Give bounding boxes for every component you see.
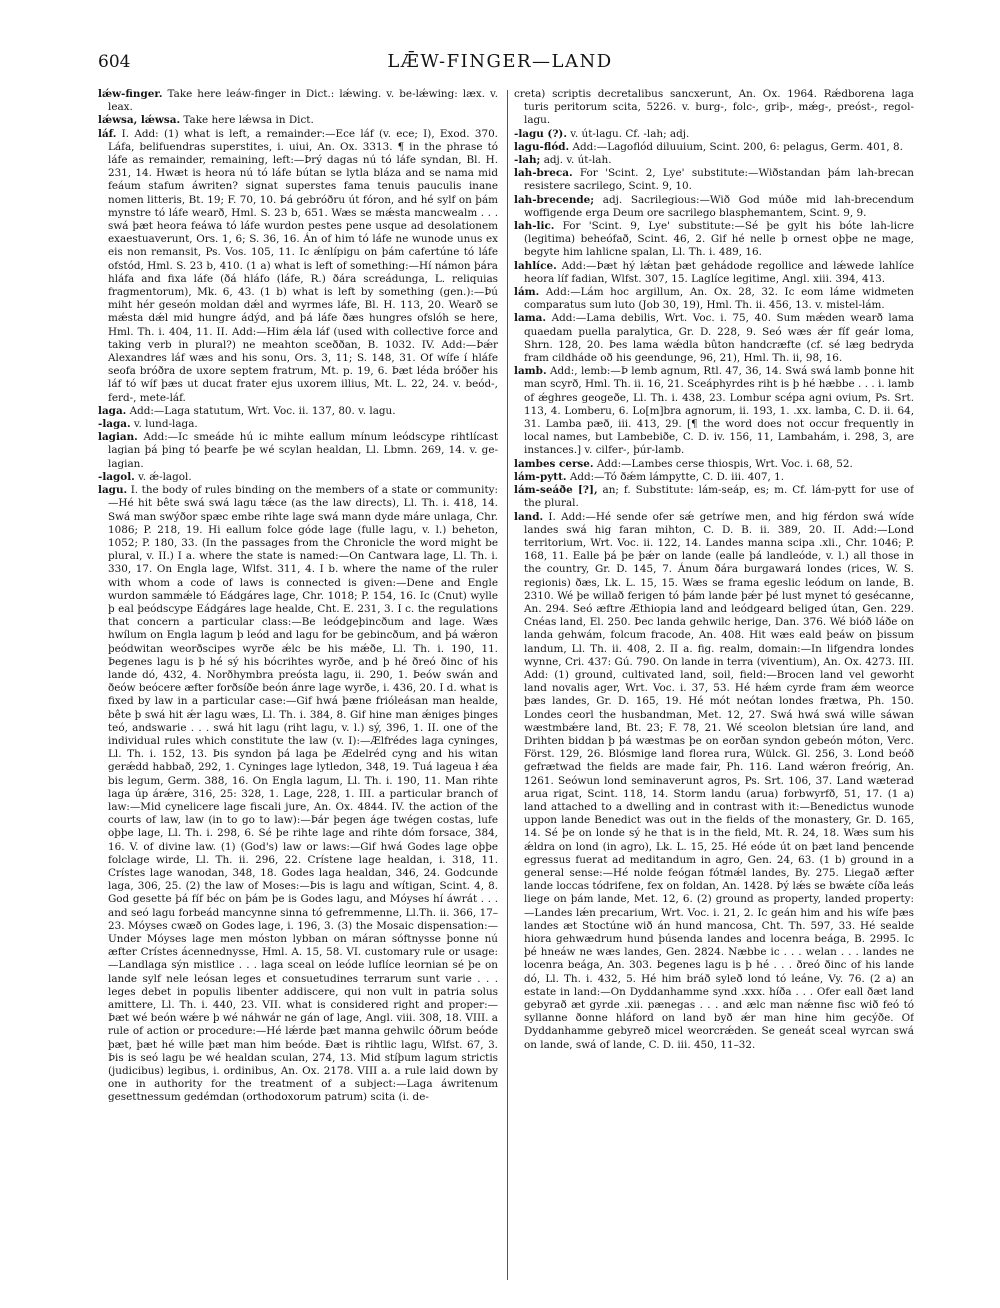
dictionary-entry xyxy=(514,154,914,167)
entry-text: v. út-lagu. Cf. -lah; adj. xyxy=(566,127,690,140)
headword: láf. xyxy=(98,127,117,140)
page-number: 604 xyxy=(98,52,131,72)
headword: -laga. xyxy=(98,418,131,431)
dictionary-entry xyxy=(98,88,498,114)
entry-text: Add:—Lama debilis, Wrt. Voc. i. 75, 40. Sum mǽden wearð lama quaedam puella paralytica, Gr. D. 228, 9. Seó wæs ǽr fíf geár loma, Shrn. 128, 20. Þes lama wǽdla bûton handcræfte (cf. sé læg bedryda fram cildháde oð his geendunge, 96, 21), Hml. Th. ii, 98, 16. xyxy=(524,312,914,365)
dictionary-entry xyxy=(98,418,498,431)
entry-text: I. the body of rules binding on the members of a state or community:—Hé hit bête swá swá lagu tǽce (as the law directs), Ll. Th. i. 418, 14. Swá man swýðor spæc embe rihte lage swá mann dyde máre unlaga, Chr. 1086; P. 218, 19. Hi eallum folce góde lage (fulle lagu, v. l.) beheton, 1052; P. 180, 33. (In the passages from the Chronicle the word might be plural, v. II.) I a. where the state is named:—On Cantwara lage, Ll. Th. i. 330, 17. On Engla lage, Wlfst. 311, 4. I b. where the name of the ruler with whom a code of laws is connected is given:—Dene and Engle wurdon sammǽle tó Eádgáres lage, Chr. 1018; P. 154, 16. Ic (Cnut) wylle þ eal þeódscype Eádgáres lage healde, Cht. E. 231, 3. I c. the regulations that concern a particular class:—Be leódgeþincðum and lage. Wæs hwílum on Engla lagum þ leód and lagu for be gebincðum, and þá wǽron þeódwitan weorðscipes wyrðe ǽlc be his mǽðe, Ll. Th. i. 190, 11. Þegenes lagu is þ hé sý his bócrihtes wyrðe, and þ hé ðreó ðinc of his lande dó, 432, 4. Norðhymbra preósta lagu, ii. 290, 1. Þeów swán and ðeów beócere æfter forðsíðe beón ánre lage wyrðe, i. 436, 20. I d. what is fixed by law in a particular case:—Gif hwá þæne frióleásan man healde, bête þ swá hit ǽr lagu wæs, Ll. Th. i. 384, 8. Gif hine man ǽniges þinges teó, andswarie . . . swá hit lagu (riht lagu, v. l.) sý, 396, 1. II. one of the individual rules which constitute the law (v. I):—Ælfrédes laga cyninges, Ll. Th. i. 152, 13. Þis syndon þá laga þe Ædelréd cyng and his witan gerǽdd habbað, 292, 1. Cyninges lage lytledon, 348, 19. Tuá lageua ł ǽa bis legum, Germ. 388, 16. On Engla lagum, Ll. Th. i. 190, 11. Man rihte laga úp árǽre, 316, 25: 328, 1. Lage, 228, 1. III. a particular branch of law:—Mid cynelicere lage fiscali jure, An. Ox. 4844. IV. the action of the courts of law, law (in to go to law):—Þár þegen áge twégen costas, lufe oþþe lage, Ll. Th. i. 298, 6. Sé þe rihte lage and rihte dóm forsace, 384, 16. V. of divine law. (1) (God's) law or laws:—Gif hwá Godes lage oþþe folclage wirde, Ll. Th. ii. 296, 22. Crístene lage healdan, i. 318, 11. Crístes lage wanodan, 348, 18. Godes laga healdan, 346, 24. Godcunde laga, 306, 25. (2) the law of Moses:—Þis is lagu and wítigan, Scint. 4, 8. God gesette þá fíf béc on þám þe is Godes lagu, and Móyses hí áwrát . . . and seó lagu forbeád mancynne sinna tó gefremmenne, Ll.Th. ii. 366, 17–23. Móyses cwæð on Godes lage, i. 196, 3. (3) the Mosaic dispensation:—Under Móyses lage men móston lybban on máran sóftnysse þonne nú æfter Crístes ácennednysse, Hml. A. 15, 58. VI. customary rule or usage:—Landlaga sýn mistlice . . . laga sceal on leóde luflíce leornian sé þe on lande sylf nele leósan leges et consuetudines terrarum sunt varie . . . leges debet in populis libenter addiscere, qui non vult in patria solus amittere, Ll. Th. i. 440, 23. VII. what is considered right and proper:—Þæt wé beón wǽre þ wé náhwár ne gán of lage, Angl. viii. 308, 18. VIII. a rule of action or procedure:—Hé lǽrde þæt manna gehwilc óðrum beóde þæt, þæt hé wille þæt man him beóde. Ðæt is rihtlic lagu, Wlfst. 67, 3. Þis is seó lagu þe wé healdan sculan, 274, 13. Mid stíþum lagum strictis (judicibus) legibus, i. ordinibus, An. Ox. 2178. VIII a. a rule laid down by one in authority for the treatment of a subject:—Laga áwritenum gesettnessum gedémdan (orthodoxorum patrum) scita (i. de- xyxy=(108,484,498,1104)
headword: lám-pytt. xyxy=(514,470,567,483)
entry-text: Add:—Þæt hý lǽtan þæt gehádode regollice and lǽwede lahlíce heora líf fadian, Wlfst. 307, 15. Laglíce legitime, Angl. xiii. 394, 413. xyxy=(524,259,914,285)
entry-text: Add:, lemb:—Þ lemb agnum, Rtl. 47, 36, 14. Swá swá lamb þonne hit man scyrð, Hml. Th. ii. 16, 21. Sceáphyrdes riht is þ hé hæbbe . . . i. lamb of ǽghres geogeðe, Ll. Th. i. 438, 23. Lombur scépa agni ovium, Ps. Srt. 113, 4. Lomberu, 6. Lo[m]bra agnorum, ii. 193, 1. .xx. lamba, C. D. ii. 64, 31. Lamba pæð, iii. 413, 29. [¶ the word does not occur frequently in local names, but Lambebiðe, C. D. iv. 156, 11, Lambahám, i. 298, 3, are instances.] v. cilfer-, þúr-lamb. xyxy=(524,365,914,457)
headword: lama. xyxy=(514,312,547,325)
entry-text: Add:—Lagoflód diluuium, Scint. 200, 6: pelagus, Germ. 401, 8. xyxy=(569,140,903,153)
dictionary-entry xyxy=(514,458,914,471)
headword: lagian. xyxy=(98,431,138,444)
headword: lagu. xyxy=(98,484,128,497)
entry-text: adj. Sacrilegious:—Wið God múðe mid lah-brecendum woffigende erga Deum ore sacrilego blasphemantem, Scint. 9, 9. xyxy=(524,193,914,219)
headword: lám-seáðe [?], xyxy=(514,484,598,497)
entry-text: creta) scriptis decretalibus sancxerunt, An. Ox. 1964. Rǽdborena laga turis peritorum scita, 5226. v. burg-, folc-, griþ-, mǽg-, preóst-, regol-lagu. xyxy=(514,88,914,127)
entry-text: adj. v. út-lah. xyxy=(540,154,612,167)
headword: -lagol. xyxy=(98,470,135,483)
entry-text: For 'Scint. 2, Lye' substitute:—Wiðstandan þám lah-brecan resistere sacrilego, Scint. 9, 10. xyxy=(524,167,914,193)
dictionary-entry xyxy=(98,114,498,127)
dictionary-entry xyxy=(98,128,498,405)
entry-text: I. Add:—Hé sende ofer sǽ getríwe men, and hig férdon swá wíde landes swá hig faran mihton, C. D. B. ii. 389, 20. II. Add:—Lond territorium, Wrt. Voc. ii. 122, 14. Landes manna scipa .xli., Chr. 1046; P. 168, 11. Ealle þá þe þǽr on lande (ealle þá landleóde, v. l.) all those in the country, Gr. D. 145, 7. Ánum ðára burgawará londes (rices, W. S. regionis) ðæs, Lk. L. 15, 15. Wæs se frama egeslic leódum on lande, B. 2310. Wé þe willað ferigen tó þám lande þǽr þé lust mynet tó gesécanne, An. 294. Seó æftre Æthiopia land and leódgeard beliged útan, Gen. 229. Cnéas land, El. 250. Þec landa gehwilc herige, Dan. 376. Wé bióð láðe on landa gehwám, folcum fracode, An. 408. Hit wæs eald þeáw on þissum landum, Ll. Th. ii. 408, 2. II a. fig. realm, domain:—In lifgendra londes wynne, Cri. 437: Gú. 790. On lande in terra (viventium), An. Ox. 4273. III. Add: (1) ground, cultivated land, soil, field:—Brocen land vel geworht land novalis ager, Wrt. Voc. i. 37, 53. Hé hǽm cyrde fram ǽm weorce þæs landes, Gr. D. 165, 19. Hé mót neótan londes frætwa, Ph. 150. Londes ceorl the husbandman, Met. 12, 27. Swá hwá swá wille sáwan wæstmbǽre land, Bt. 23; F. 78, 21. Wé sceolon bletsian úre land, and Drihten biddan þ þá wæstmas þe on eorðan syndon gebeón móton, Verc. Först. 129, 26. Blósmige land florea rura, Wülck. Gl. 256, 3. Lond beóð gefrætwad the fields are made fair, Ph. 116. Land wǽron freórig, An. 1261. Seówun lond seminaverunt agros, Ps. Srt. 106, 37. Land wæterad arua rigat, Scint. 118, 14. Storm landu (arua) forbwyrfð, 51, 17. (1 a) land attached to a dwelling and in contrast with it:—Benedictus wunode uppon lande Benedict was out in the fields of the monastery, Gr. D. 165, 14. Sé þe on londe sý he that is in the field, Mt. R. 24, 18. Wæs sum his ǽldra on lond (in agro), Lk. L. 15, 25. Hé eóde út on þæt land þencende egressus fuerat ad meditandum in agro, Gen. 24, 63. (1 b) ground in a general sense:—Hé nolde feógan fótmǽl landes, By. 275. Liegað æfter lande loccas tódrifene, fex on foldan, An. 1428. Þý lǽs se bwǽte cíða leás liege on þám lande, Met. 12, 6. (2) ground as property, landed property:—Landes lǽn precarium, Wrt. Voc. i. 21, 2. Ic geán him and his wífe þæs landes æt Stoctúne wið án hund mancosa, Cht. Th. 597, 33. Hé sealde hiora gehwædrum hund þúsenda landes and locenra beága, B. 2995. Ic þé hneáw ne wæs landes, Gen. 2824. Næbbe ic . . . welan . . . landes ne locenra beága, An. 303. Þegenes lagu is þ hé . . . ðreó ðinc of his lande dó, Ll. Th. i. 432, 5. Hé him bráð syleð lond tó leáne, Vy. 76. (2 a) an estate in land:—On Dyddanhamme synd .xxx. híða . . . Ofer eall ðæt land gebyrað æt gyrde .xii. pænegas . . . and ælc man nǽnne fisc wið feó tó syllanne ðonne hláford on land byð ǽr man hine him gecýðe. Of Dyddanhamme gebyreð micel weorcrǽden. Se geneát sceal wyrcan swá on lande, swá of lande, C. D. iii. 450, 11–32. xyxy=(524,510,914,1051)
entry-text: Add:—Tó ðǽm lámpytte, C. D. iii. 407, 1. xyxy=(566,470,785,483)
dictionary-entry xyxy=(514,312,914,365)
headword: -lagu (?). xyxy=(514,127,567,140)
entry-text: Add:—Ic smeáde hú ic mihte eallum mínum leódscype rihtlícast lagian þá þing tó þearfe þe wé scylan healdan, Ll. Lbmn. 269, 14. v. ge-lagian. xyxy=(108,431,498,470)
dictionary-entry xyxy=(514,167,914,193)
headword: lǽwsa, lǽwsa. xyxy=(98,114,181,127)
dictionary-entry xyxy=(514,365,914,457)
right-column xyxy=(514,88,914,1284)
headword: laga. xyxy=(98,404,127,417)
dictionary-entry xyxy=(514,194,914,220)
headword: -lah; xyxy=(514,154,541,167)
dictionary-entry xyxy=(514,260,914,286)
dictionary-entry xyxy=(98,405,498,418)
dictionary-entry xyxy=(514,471,914,484)
dictionary-entry xyxy=(514,220,914,260)
left-column xyxy=(98,88,498,1284)
headword: lah-breca. xyxy=(514,167,573,180)
dictionary-entry xyxy=(98,471,498,484)
entry-text: v. lund-laga. xyxy=(130,418,198,431)
entry-text: For 'Scint. 9, Lye' substitute:—Sé þe gylt his bóte lah-licre (legitima) beheófað, Scint. 46, 2. Gif hé nelle þ ornest oþþe ne mage, begyte him lahlicne spalan, Ll. Th. i. 489, 16. xyxy=(524,220,914,259)
headword: lah-brecende; xyxy=(514,193,595,206)
dictionary-entry xyxy=(98,431,498,471)
dictionary-entry xyxy=(514,141,914,154)
headword: lagu-flód. xyxy=(514,140,570,153)
headword: lah-lic. xyxy=(514,220,555,233)
headword: lǽw-finger. xyxy=(98,88,163,100)
headword: lám. xyxy=(514,286,540,299)
entry-text: an; f. Substitute: lám-seáp, es; m. Cf. lám-pytt for use of the plural. xyxy=(524,484,914,510)
entry-text: Take here lǽwsa in Dict. xyxy=(180,114,314,127)
column-divider xyxy=(507,90,508,1280)
dictionary-entry xyxy=(514,88,914,128)
headword: land. xyxy=(514,510,544,523)
headword: lamb. xyxy=(514,365,547,378)
dictionary-entry xyxy=(514,511,914,1052)
entry-text: Add:—Lambes cerse thiospis, Wrt. Voc. i. 68, 52. xyxy=(593,457,853,470)
headword: lambes cerse. xyxy=(514,457,594,470)
entry-text: Add:—Laga statutum, Wrt. Voc. ii. 137, 80. v. lagu. xyxy=(126,404,396,417)
entry-text: Take here leáw-finger in Dict.: lǽwing. v. be-lǽwing: læx. v. leax. xyxy=(108,88,498,114)
running-head: LǢW-FINGER—LAND xyxy=(387,51,613,72)
entry-text: v. ǽ-lagol. xyxy=(134,470,192,483)
dictionary-entry xyxy=(514,286,914,312)
dictionary-entry xyxy=(98,484,498,1105)
headword: lahlíce. xyxy=(514,259,557,272)
dictionary-entry xyxy=(514,484,914,510)
dictionary-entry xyxy=(514,128,914,141)
entry-text: I. Add: (1) what is left, a remainder:—Ece láf (v. ece; I), Exod. 370. Láfa, belifuendras superstites, i. uiui, An. Ox. 3313. ¶ in the phrase tó láfe as remainder, remaining, left:—Þrý dagas nú tó láfe syndan, Bl. H. 231, 14. Hwæt is heora nú tó láfe bútan se lytla bláza and se nama mid feáum stafum áwriten? signat superstes fama tenuis pauculis inane nomen litteris, Bt. 19; F. 70, 10. Þá gebróðru út fóron, and hé sylf on þám mynstre tó láfe wearð, Hml. S. 23 b, 651. Wæs se mǽsta mancwealm . . . swá þæt heora feáwa tó láfe wurdon pestes pene usque ad desolationem exaestuaverunt, Ors. 1, 6; S. 36, 16. Án of him tó láfe ne wunode unus ex eis non remansit, Ps. Vos. 105, 11. Ic ǽnlípigu on þám cafertúne tó láfe ofstód, Hml. S. 23 b, 410. (1 a) what is left of something:—Hí námon þára hláfa and fixa láfe (ðá hláfo (láfe, R.) ðára screádunga, L. reliquias fragmentorum), Mk. 6, 43. (1 b) what is left by something (gen.):—Þú miht hér geseón moldan dǽl and wyrmes láfe, Bl. H. 113, 20. Wearð se mǽsta dǽl mid hungre ádýd, and þá láfe ðæs hungres ofslóh se here, Hml. Th. i. 404, 11. II. Add:—Him ǽla láf (used with collective force and taking verb in plural?) ne meahton sceððan, B. 1032. IV. Add:—Þǽr Alexandres láf wæs and his sonu, Ors. 3, 11; S. 148, 31. Of wífe í hláfe seofa bróðra de uxore septem fratrum, Mt. p. 19, 6. Þæt léda bróðer his láf tó wíf þæs ut ducat frater ejus uxorem illius, Mt. L. 22, 24. v. beód-, ferd-, mete-láf. xyxy=(108,127,498,404)
entry-text: Add:—Lám hoc argillum, An. Ox. 28, 32. Ic eom láme widmeten comparatus sum luto (Job 30, 19), Hml. Th. ii. 456, 13. v. mistel-lám. xyxy=(524,286,914,312)
